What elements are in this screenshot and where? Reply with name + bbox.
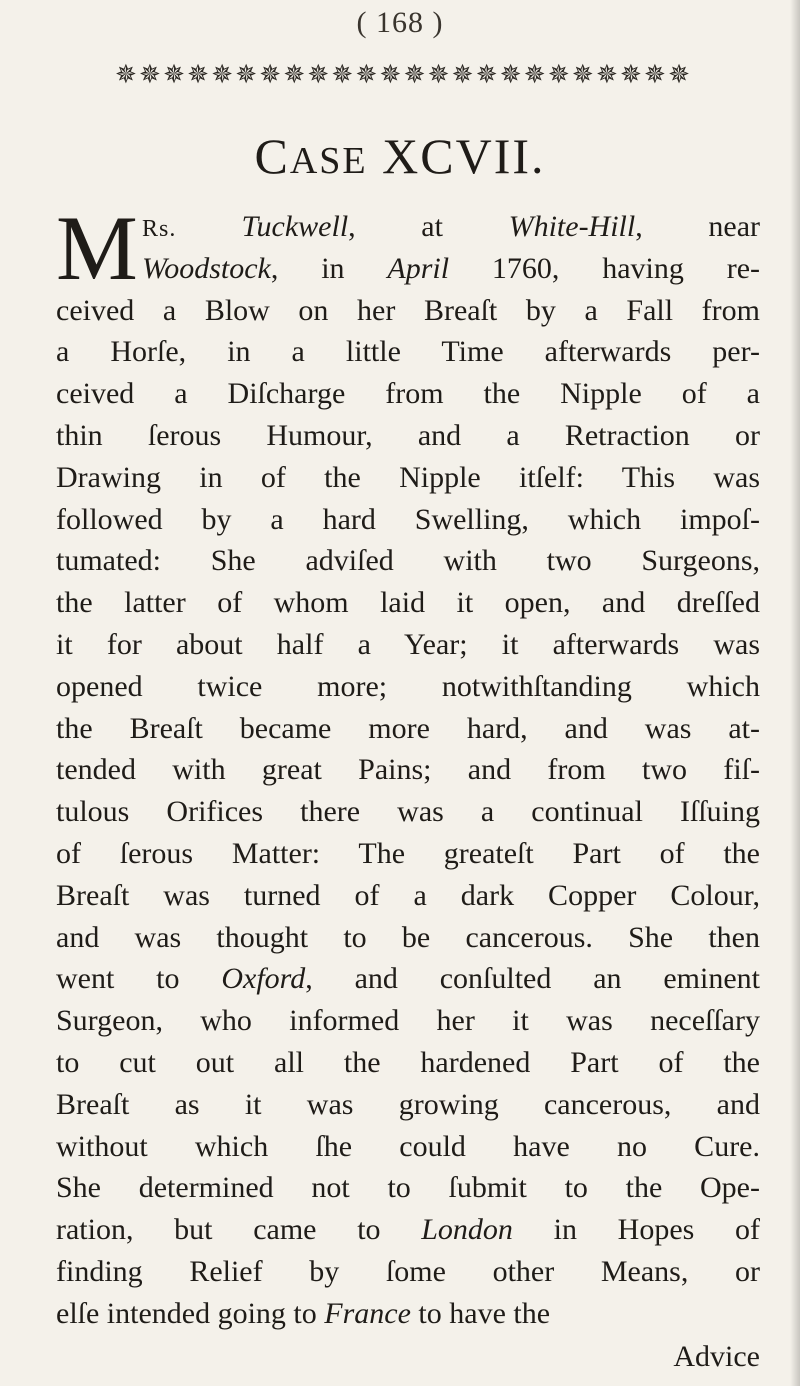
italic-text: Tuckwell	[241, 210, 349, 243]
text-run: Drawing in of the Nipple itſelf: This was	[56, 460, 760, 494]
ornament-glyph: ✵	[619, 60, 642, 90]
text-line	[56, 540, 760, 582]
text-run: went to	[56, 962, 222, 996]
text-line	[56, 499, 760, 541]
text-run: tumated: She adviſed with two Surgeons,	[56, 544, 760, 578]
text-line	[56, 917, 760, 959]
text-run: followed by a hard Swelling, which impoſ-	[56, 502, 760, 536]
text-line	[56, 958, 760, 1000]
case-number: XCVII.	[382, 128, 546, 184]
italic-text: Oxford	[221, 962, 306, 996]
text-run: opened twice more; notwithſtanding which	[56, 669, 760, 703]
text-line	[56, 248, 760, 290]
body-text	[56, 197, 761, 1335]
text-run: , near	[635, 210, 760, 243]
ornament-glyph: ✵	[547, 60, 570, 90]
ornament-glyph: ✵	[571, 60, 594, 90]
text-line	[56, 373, 760, 415]
text-run: in Hopes of	[512, 1213, 760, 1247]
text-line	[56, 1000, 760, 1042]
text-run: Surgeon, who informed her it was neceſſary	[56, 1004, 760, 1038]
case-heading	[0, 128, 800, 189]
text-line	[56, 331, 760, 373]
text-line	[56, 1042, 760, 1084]
drop-cap: M	[56, 197, 138, 299]
ornament-glyph: ✵	[331, 60, 354, 90]
ornament-glyph: ✵	[259, 60, 282, 90]
text-line	[56, 875, 760, 917]
ornament-glyph: ✵	[523, 60, 546, 90]
italic-text: White-Hill	[508, 210, 636, 243]
text-run: Rs.	[142, 216, 242, 242]
text-line	[56, 1209, 760, 1251]
text-line	[56, 1084, 760, 1126]
text-run: a Horſe, in a little Time afterwards per-	[56, 335, 760, 369]
ornament-glyph: ✵	[403, 60, 426, 90]
ornament-glyph: ✵	[451, 60, 474, 90]
text-run: Breaſt was turned of a dark Copper Colour,	[56, 878, 760, 912]
case-heading-initial: C	[254, 128, 290, 184]
text-run: the latter of whom laid it open, and dreſſed	[56, 586, 760, 620]
ornament-glyph: ✵	[595, 60, 618, 90]
ornament-glyph: ✵	[379, 60, 402, 90]
text-line	[56, 415, 760, 457]
page-number: ( 168 )	[356, 6, 444, 39]
text-line	[56, 1167, 760, 1209]
ornament-glyph: ✵	[211, 60, 233, 90]
ornament-glyph: ✵	[355, 60, 378, 90]
catchword: Advice	[673, 1340, 760, 1373]
text-line	[56, 1293, 760, 1335]
text-line	[56, 749, 760, 791]
text-run: , at	[348, 210, 509, 243]
text-run: finding Relief by ſome other Means, or	[56, 1254, 760, 1288]
text-line	[56, 708, 760, 750]
text-line	[56, 582, 760, 624]
italic-text: April	[387, 251, 450, 285]
text-run: of ſerous Matter: The greateſt Part of the	[56, 836, 760, 870]
text-run: , in	[270, 251, 388, 285]
text-line	[56, 457, 760, 499]
text-run: it for about half a Year; it afterwards was	[56, 627, 760, 661]
ornament-glyph: ✵	[499, 60, 522, 90]
case-heading-word-rest: ASE	[289, 140, 368, 182]
text-run: , and conſulted an eminent	[305, 962, 761, 996]
text-run: and was thought to be cancerous. She then	[56, 920, 760, 954]
text-line	[56, 206, 760, 248]
text-run: tended with great Pains; and from two fiſ-	[56, 753, 760, 787]
ornament-glyph: ✵	[668, 60, 690, 90]
italic-text: Woodstock	[142, 251, 271, 285]
ornament-glyph: ✵	[644, 60, 666, 90]
text-line	[56, 1126, 760, 1168]
ornament-glyph: ✵	[475, 60, 498, 90]
text-run: to have the	[410, 1296, 551, 1330]
italic-text: London	[421, 1213, 513, 1247]
italic-text: France	[324, 1296, 411, 1330]
ornament-glyph: ✵	[307, 60, 330, 90]
text-run: tulous Orifices there was a continual Iſſuing	[56, 795, 760, 829]
text-line	[56, 666, 760, 708]
ornament-glyph: ✵	[427, 60, 450, 90]
text-run: to cut out all the hardened Part of the	[56, 1045, 760, 1079]
ornament-glyph: ✵	[163, 60, 185, 90]
ornament-glyph: ✵	[283, 60, 306, 90]
text-run: thin ſerous Humour, and a Retraction or	[56, 418, 760, 452]
text-run: elſe intended going to	[56, 1296, 325, 1330]
text-run: without which ſhe could have no Cure.	[56, 1129, 760, 1163]
ornament-glyph: ✵	[187, 60, 209, 90]
text-line	[56, 624, 760, 666]
ornament-glyph: ✵	[139, 60, 161, 90]
text-line	[56, 290, 760, 332]
text-run: 1760, having re-	[449, 251, 760, 285]
text-line	[56, 1251, 760, 1293]
text-run: Breaſt as it was growing cancerous, and	[56, 1087, 760, 1121]
text-run: ration, but came to	[56, 1213, 422, 1247]
text-run: ceived a Diſcharge from the Nipple of a	[56, 377, 760, 411]
ornament-border	[115, 60, 690, 90]
text-line	[56, 791, 760, 833]
page-edge-shadow	[790, 0, 800, 1386]
text-run: the Breaſt became more hard, and was at-	[56, 711, 760, 745]
text-run: ceived a Blow on her Breaſt by a Fall from	[56, 293, 760, 327]
ornament-glyph: ✵	[115, 60, 137, 90]
text-run: She determined not to ſubmit to the Ope-	[56, 1171, 760, 1205]
ornament-glyph: ✵	[235, 60, 258, 90]
text-line	[56, 833, 760, 875]
